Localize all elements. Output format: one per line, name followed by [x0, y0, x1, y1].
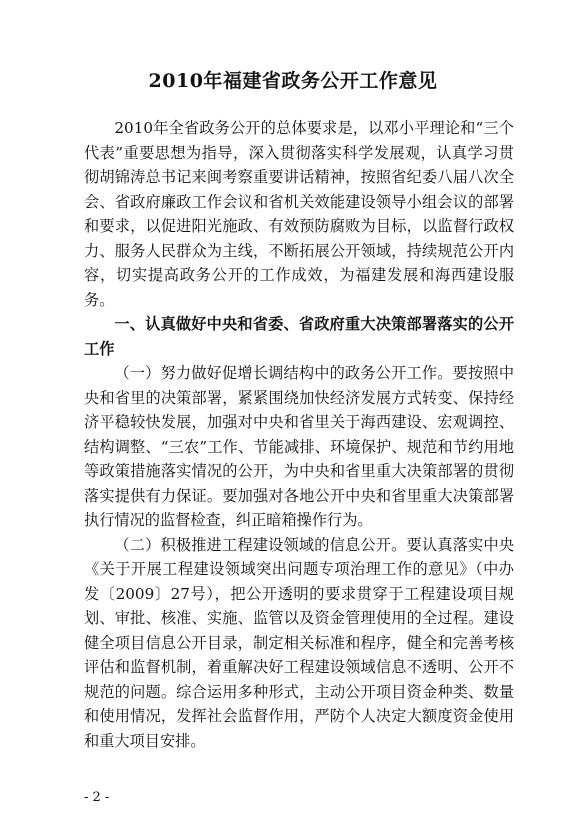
document-body	[84, 116, 514, 753]
subsection-paragraph-2: （二）积极推进工程建设领域的信息公开。要认真落实中央《关于开展工程建设领域突出问题专项治理工作的意见》（中办发〔2009〕27号），把公开透明的要求贯穿于工程建设项目规划、审批、核准、实施、监管以及资金管理使用的全过程。建设健全项目信息公开目录，制定相关标准和程序，健全和完善考核评估和监督机制，着重解决好工程建设领域信息不透明、公开不规范的问题。综合运用多种形式，主动公开项目资金种类、数量和使用情况，发挥社会监督作用，严防个人决定大额度资金使用和重大项目安排。	[84, 535, 514, 750]
page-number: - 2 -	[84, 790, 110, 805]
document-title: 2010年福建省政务公开工作意见	[148, 70, 438, 92]
section-heading: 一、认真做好中央和省委、省政府重大决策部署落实的公开工作	[84, 315, 514, 358]
intro-paragraph: 2010年全省政务公开的总体要求是，以邓小平理论和“三个代表”重要思想为指导，深入贯彻落实科学发展观，认真学习贯彻胡锦涛总书记来闽考察重要讲话精神，按照省纪委八届八次全会、省政府廉政工作会议和省机关效能建设领导小组会议的部署和要求，以促进阳光施政、有效预防腐败为目标，以监督行政权力、服务人民群众为主线，不断拓展公开领域，持续规范公开内容，切实提高政务公开的工作成效，为福建发展和海西建设服务。	[84, 119, 514, 309]
subsection-paragraph-1: （一）努力做好促增长调结构中的政务公开工作。要按照中央和省里的决策部署，紧紧围绕加快经济发展方式转变、保持经济平稳较快发展，加强对中央和省里关于海西建设、宏观调控、结构调整、“三农”工作、节能减排、环境保护、规范和节约用地等政策措施落实情况的公开，为中央和省里重大决策部署的贯彻落实提供有力保证。要加强对各地公开中央和省里重大决策部署执行情况的监督检查，纠正暗箱操作行为。	[84, 364, 514, 529]
